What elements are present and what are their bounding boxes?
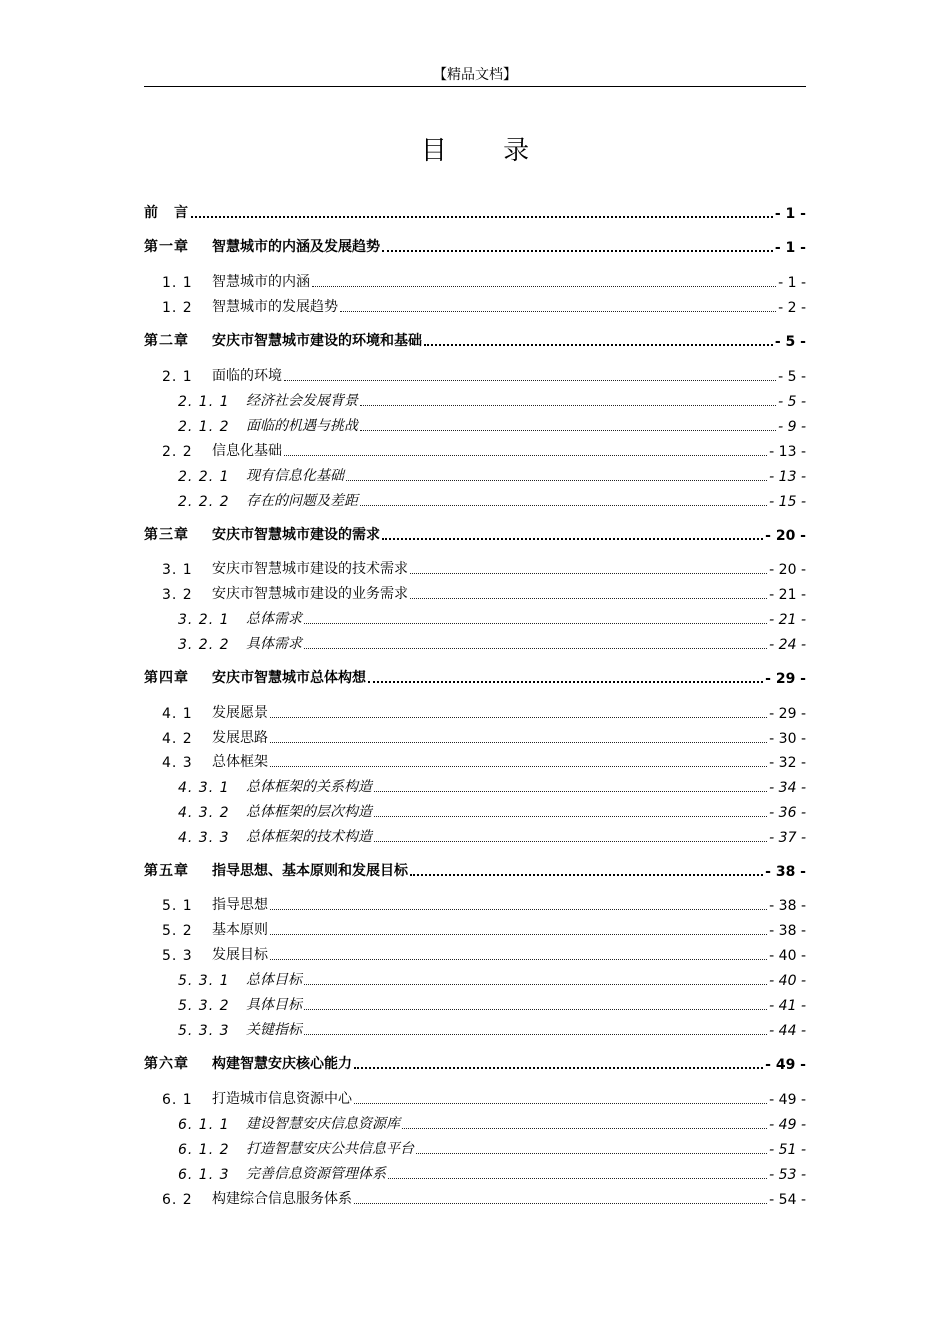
toc-entry-title: 面临的环境 <box>212 368 282 384</box>
toc-entry-title: 打造智慧安庆公共信息平台 <box>246 1141 414 1157</box>
toc-entry-number: 第四章 <box>144 670 189 686</box>
toc-entry-page-number: - 51 - <box>769 1142 806 1158</box>
toc-entry-title: 经济社会发展背景 <box>246 393 358 409</box>
toc-entry[interactable] <box>144 1188 806 1208</box>
toc-entry-number: 6. 1. 3 <box>178 1167 230 1183</box>
toc-entry[interactable] <box>144 365 806 385</box>
toc-entry-title: 具体需求 <box>246 636 302 652</box>
toc-entry[interactable] <box>144 1138 806 1158</box>
toc-entry-number: 5. 3. 3 <box>178 1023 230 1039</box>
toc-entry[interactable] <box>144 776 806 796</box>
toc-entry-number: 4. 3 <box>162 755 193 771</box>
toc-entry-page-number: - 41 - <box>769 998 806 1014</box>
toc-entry[interactable] <box>144 944 806 964</box>
toc-entry[interactable] <box>144 465 806 485</box>
toc-dot-leader <box>374 791 767 792</box>
toc-entry[interactable] <box>144 1088 806 1108</box>
toc-entry-title: 总体框架的技术构造 <box>246 829 372 845</box>
toc-dot-leader <box>270 742 767 743</box>
toc-entry-number: 6. 1. 2 <box>178 1142 230 1158</box>
toc-entry-page-number: - 24 - <box>769 637 806 653</box>
toc-entry-title: 总体目标 <box>246 972 302 988</box>
toc-entry-number: 前 言 <box>144 205 189 221</box>
toc-entry-number: 4. 2 <box>162 731 193 747</box>
toc-entry-title: 智慧城市的内涵 <box>212 274 310 290</box>
toc-dot-leader <box>304 1009 767 1010</box>
toc-entry[interactable] <box>144 271 806 291</box>
toc-entry-page-number: - 40 - <box>769 948 806 964</box>
header-rule <box>144 86 806 87</box>
toc-dot-leader <box>416 1153 767 1154</box>
toc-dot-leader <box>304 984 767 985</box>
toc-entry-page-number: - 5 - <box>774 334 806 350</box>
toc-entry-title: 关键指标 <box>246 1022 302 1038</box>
toc-entry-title: 总体需求 <box>246 611 302 627</box>
toc-entry-title: 发展目标 <box>212 947 268 963</box>
toc-entry-page-number: - 20 - <box>765 528 806 544</box>
toc-entry-title: 构建综合信息服务体系 <box>212 1191 352 1207</box>
page-header: 【精品文档】 <box>433 67 517 83</box>
toc-entry[interactable] <box>144 702 806 722</box>
toc-entry-title: 现有信息化基础 <box>246 468 344 484</box>
toc-entry-number: 3. 2. 2 <box>178 637 230 653</box>
toc-entry[interactable] <box>144 826 806 846</box>
toc-dot-leader <box>374 816 767 817</box>
toc-entry[interactable] <box>144 1113 806 1133</box>
toc-entry-title: 构建智慧安庆核心能力 <box>212 1056 352 1072</box>
toc-dot-leader <box>270 766 767 767</box>
toc-dot-leader <box>270 909 767 910</box>
toc-dot-leader <box>270 934 767 935</box>
toc-entry-page-number: - 54 - <box>769 1192 806 1208</box>
toc-entry-page-number: - 1 - <box>778 275 806 291</box>
toc-entry-number: 第一章 <box>144 239 189 255</box>
toc-entry-title: 安庆市智慧城市建设的环境和基础 <box>212 333 422 349</box>
toc-entry-title: 安庆市智慧城市建设的技术需求 <box>212 561 408 577</box>
toc-entry-number: 5. 3. 1 <box>178 973 230 989</box>
toc-entry-page-number: - 15 - <box>769 494 806 510</box>
toc-dot-leader <box>424 344 773 346</box>
toc-entry-number: 2. 2. 1 <box>178 469 230 485</box>
toc-entry-title: 安庆市智慧城市总体构想 <box>212 670 366 686</box>
toc-entry[interactable] <box>144 608 806 628</box>
toc-entry-page-number: - 21 - <box>769 612 806 628</box>
toc-entry-number: 1. 1 <box>162 275 193 291</box>
toc-entry[interactable] <box>144 969 806 989</box>
toc-entry-number: 6. 1. 1 <box>178 1117 230 1133</box>
toc-entry-page-number: - 5 - <box>778 369 806 385</box>
toc-dot-leader <box>304 648 767 649</box>
toc-title: 目 录 <box>420 136 554 166</box>
toc-entry-title: 建设智慧安庆信息资源库 <box>246 1116 400 1132</box>
toc-entry-number: 2. 2 <box>162 444 193 460</box>
toc-entry[interactable] <box>144 801 806 821</box>
toc-entry[interactable] <box>144 1163 806 1183</box>
toc-entry-page-number: - 38 - <box>769 898 806 914</box>
toc-dot-leader <box>374 841 767 842</box>
toc-entry-title: 存在的问题及差距 <box>246 493 358 509</box>
toc-entry-number: 第三章 <box>144 527 189 543</box>
toc-entry-title: 信息化基础 <box>212 443 282 459</box>
toc-dot-leader <box>360 405 776 406</box>
toc-entry[interactable] <box>144 994 806 1014</box>
toc-entry-page-number: - 20 - <box>769 562 806 578</box>
toc-entry-title: 总体框架的关系构造 <box>246 779 372 795</box>
toc-dot-leader <box>284 455 767 456</box>
toc-dot-leader <box>360 430 776 431</box>
toc-entry-title: 指导思想、基本原则和发展目标 <box>212 863 408 879</box>
toc-entry[interactable] <box>144 440 806 460</box>
toc-entry-number: 2. 2. 2 <box>178 494 230 510</box>
toc-entry-page-number: - 1 - <box>774 240 806 256</box>
toc-dot-leader <box>304 623 767 624</box>
toc-entry[interactable] <box>144 202 806 222</box>
toc-entry[interactable] <box>144 583 806 603</box>
toc-entry-page-number: - 49 - <box>765 1057 806 1073</box>
toc-dot-leader <box>346 480 767 481</box>
toc-entry-page-number: - 44 - <box>769 1023 806 1039</box>
toc-entry-number: 5. 3. 2 <box>178 998 230 1014</box>
toc-entry-title: 打造城市信息资源中心 <box>212 1091 352 1107</box>
toc-entry-title: 完善信息资源管理体系 <box>246 1166 386 1182</box>
toc-entry-number: 2. 1. 2 <box>178 419 230 435</box>
toc-dot-leader <box>270 959 767 960</box>
toc-entry-number: 4. 3. 1 <box>178 780 230 796</box>
toc-entry[interactable] <box>144 894 806 914</box>
toc-entry[interactable] <box>144 1053 806 1073</box>
toc-entry-number: 3. 2 <box>162 587 193 603</box>
toc-entry-number: 第五章 <box>144 863 189 879</box>
toc-entry[interactable] <box>144 524 806 544</box>
toc-entry-page-number: - 13 - <box>769 444 806 460</box>
toc-dot-leader <box>270 717 767 718</box>
toc-entry-number: 5. 3 <box>162 948 193 964</box>
toc-entry-page-number: - 30 - <box>769 731 806 747</box>
toc-dot-leader <box>312 286 776 287</box>
toc-entry-page-number: - 13 - <box>769 469 806 485</box>
toc-entry-title: 面临的机遇与挑战 <box>246 418 358 434</box>
toc-entry-title: 安庆市智慧城市建设的需求 <box>212 527 380 543</box>
toc-entry-page-number: - 29 - <box>765 671 806 687</box>
toc-entry-page-number: - 9 - <box>778 419 806 435</box>
toc-entry-title: 智慧城市的内涵及发展趋势 <box>212 239 380 255</box>
toc-entry-page-number: - 38 - <box>769 923 806 939</box>
toc-entry-number: 5. 2 <box>162 923 193 939</box>
toc-dot-leader <box>360 505 767 506</box>
toc-dot-leader <box>382 250 773 252</box>
toc-entry-page-number: - 40 - <box>769 973 806 989</box>
toc-dot-leader <box>382 538 763 540</box>
toc-entry-number: 3. 2. 1 <box>178 612 230 628</box>
toc-entry-page-number: - 49 - <box>769 1092 806 1108</box>
toc-dot-leader <box>368 681 763 683</box>
toc-entry[interactable] <box>144 667 806 687</box>
toc-entry-number: 第二章 <box>144 333 189 349</box>
toc-dot-leader <box>410 874 763 876</box>
toc-entry[interactable] <box>144 390 806 410</box>
toc-entry[interactable] <box>144 490 806 510</box>
toc-entry-page-number: - 29 - <box>769 706 806 722</box>
toc-entry-page-number: - 36 - <box>769 805 806 821</box>
toc-entry-page-number: - 37 - <box>769 830 806 846</box>
toc-entry-title: 指导思想 <box>212 897 268 913</box>
toc-entry[interactable] <box>144 860 806 880</box>
toc-entry-title: 发展愿景 <box>212 705 268 721</box>
toc-dot-leader <box>354 1103 767 1104</box>
toc-entry-number: 6. 1 <box>162 1092 193 1108</box>
toc-entry-page-number: - 34 - <box>769 780 806 796</box>
toc-dot-leader <box>354 1203 767 1204</box>
toc-entry-page-number: - 2 - <box>778 300 806 316</box>
toc-dot-leader <box>340 311 776 312</box>
toc-entry-number: 4. 3. 2 <box>178 805 230 821</box>
toc-entry-title: 基本原则 <box>212 922 268 938</box>
toc-entry-page-number: - 38 - <box>765 864 806 880</box>
toc-dot-leader <box>410 573 767 574</box>
toc-entry[interactable] <box>144 751 806 771</box>
toc-dot-leader <box>284 380 776 381</box>
toc-entry-number: 4. 3. 3 <box>178 830 230 846</box>
toc-entry[interactable] <box>144 558 806 578</box>
toc-entry-number: 4. 1 <box>162 706 193 722</box>
toc-entry-title: 安庆市智慧城市建设的业务需求 <box>212 586 408 602</box>
toc-dot-leader <box>354 1067 763 1069</box>
toc-entry-title: 智慧城市的发展趋势 <box>212 299 338 315</box>
toc-entry[interactable] <box>144 919 806 939</box>
toc-entry-number: 3. 1 <box>162 562 193 578</box>
toc-entry-title: 总体框架 <box>212 754 268 770</box>
toc-entry-title: 发展思路 <box>212 730 268 746</box>
toc-entry-number: 2. 1. 1 <box>178 394 230 410</box>
toc-entry[interactable] <box>144 236 806 256</box>
toc-entry-page-number: - 1 - <box>774 206 806 222</box>
toc-entry-page-number: - 32 - <box>769 755 806 771</box>
toc-entry-number: 6. 2 <box>162 1192 193 1208</box>
toc-entry-title: 总体框架的层次构造 <box>246 804 372 820</box>
toc-entry-number: 5. 1 <box>162 898 193 914</box>
toc-dot-leader <box>388 1178 767 1179</box>
toc-entry-number: 2. 1 <box>162 369 193 385</box>
toc-entry-title: 具体目标 <box>246 997 302 1013</box>
toc-entry-page-number: - 5 - <box>778 394 806 410</box>
toc-entry-number: 第六章 <box>144 1056 189 1072</box>
toc-entry-page-number: - 49 - <box>769 1117 806 1133</box>
toc-entry[interactable] <box>144 296 806 316</box>
toc-dot-leader <box>410 598 767 599</box>
toc-entry-page-number: - 53 - <box>769 1167 806 1183</box>
toc-entry[interactable] <box>144 633 806 653</box>
toc-dot-leader <box>191 216 773 218</box>
toc-entry[interactable] <box>144 415 806 435</box>
toc-dot-leader <box>402 1128 767 1129</box>
toc-entry-number: 1. 2 <box>162 300 193 316</box>
toc-entry[interactable] <box>144 727 806 747</box>
toc-entry[interactable] <box>144 1019 806 1039</box>
toc-entry[interactable] <box>144 330 806 350</box>
toc-dot-leader <box>304 1034 767 1035</box>
toc-entry-page-number: - 21 - <box>769 587 806 603</box>
